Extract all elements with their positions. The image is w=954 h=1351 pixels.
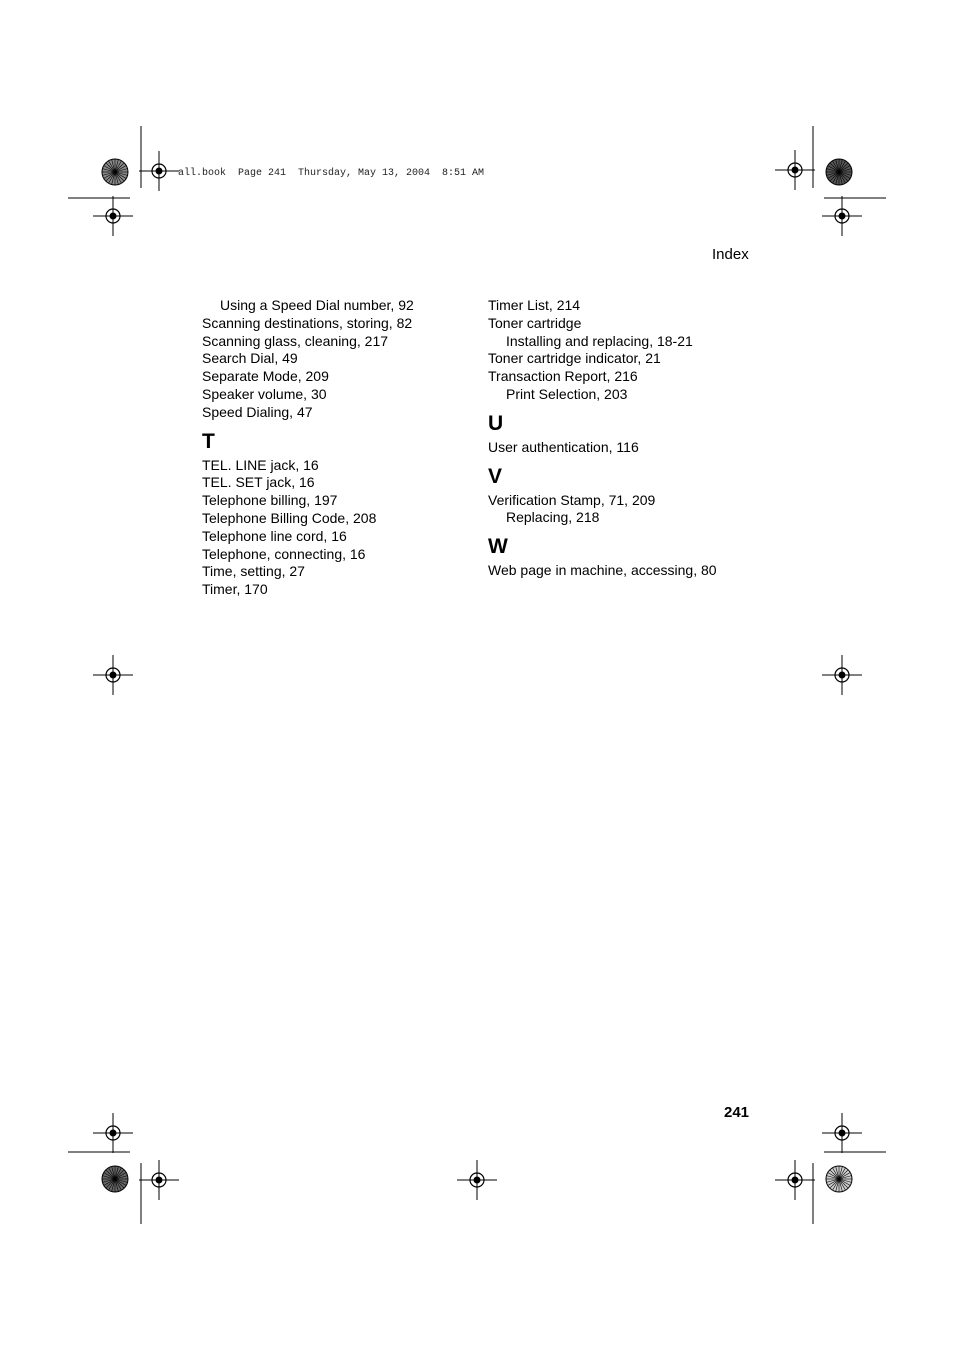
index-entry: Search Dial, 49 <box>202 350 298 367</box>
color-wheel-icon <box>826 159 852 185</box>
index-entry: Separate Mode, 209 <box>202 368 329 385</box>
index-entry: Telephone billing, 197 <box>202 492 338 509</box>
index-entry: Telephone line cord, 16 <box>202 527 347 544</box>
index-entry: Scanning destinations, storing, 82 <box>202 314 413 331</box>
index-section-letter: U <box>488 411 504 435</box>
registration-target-icon <box>93 196 133 236</box>
registration-target-icon <box>822 655 862 695</box>
index-entry: User authentication, 116 <box>488 438 639 455</box>
color-wheel-icon <box>102 1166 128 1192</box>
index-entry: Speaker volume, 30 <box>202 385 327 402</box>
index-entry: Speed Dialing, 47 <box>202 403 313 420</box>
index-entry: Verification Stamp, 71, 209 <box>488 491 656 508</box>
index-subentry: Installing and replacing, 18-21 <box>506 332 693 349</box>
index-subentry: Print Selection, 203 <box>506 385 628 402</box>
index-entry: Toner cartridge <box>488 314 582 331</box>
index-section-letter: V <box>488 464 503 488</box>
registration-target-icon <box>822 1113 862 1153</box>
index-section-letter: T <box>202 429 215 453</box>
index-entry: Timer List, 214 <box>488 297 581 313</box>
index-subentry: Replacing, 218 <box>506 509 600 526</box>
index-section-letter: W <box>488 535 508 559</box>
registration-target-icon <box>822 196 862 236</box>
page-number: 241 <box>724 1104 750 1121</box>
print-slug: all.book Page 241 Thursday, May 13, 2004 8:51 AM <box>178 168 485 179</box>
index-entry: TEL. SET jack, 16 <box>202 474 315 491</box>
index-entry: Toner cartridge indicator, 21 <box>488 350 661 367</box>
index-subentry: Using a Speed Dial number, 92 <box>220 297 414 313</box>
index-entry: Timer, 170 <box>202 581 268 598</box>
registration-target-icon <box>457 1160 497 1200</box>
registration-target-icon <box>139 151 179 191</box>
index-entry: Scanning glass, cleaning, 217 <box>202 332 389 349</box>
running-header: Index <box>712 246 749 263</box>
index-entry: Telephone Billing Code, 208 <box>202 509 377 526</box>
index-entry: Transaction Report, 216 <box>488 368 638 385</box>
registration-target-icon <box>93 655 133 695</box>
registration-target-icon <box>93 1113 133 1153</box>
index-entry: Web page in machine, accessing, 80 <box>488 562 717 579</box>
color-wheel-icon <box>102 159 128 185</box>
registration-target-icon <box>139 1160 179 1200</box>
index-entry: Telephone, connecting, 16 <box>202 545 366 562</box>
index-entry: Time, setting, 27 <box>202 563 305 580</box>
color-wheel-icon <box>826 1166 852 1192</box>
registration-target-icon <box>775 1160 815 1200</box>
registration-target-icon <box>775 150 815 190</box>
index-entry: TEL. LINE jack, 16 <box>202 456 319 473</box>
